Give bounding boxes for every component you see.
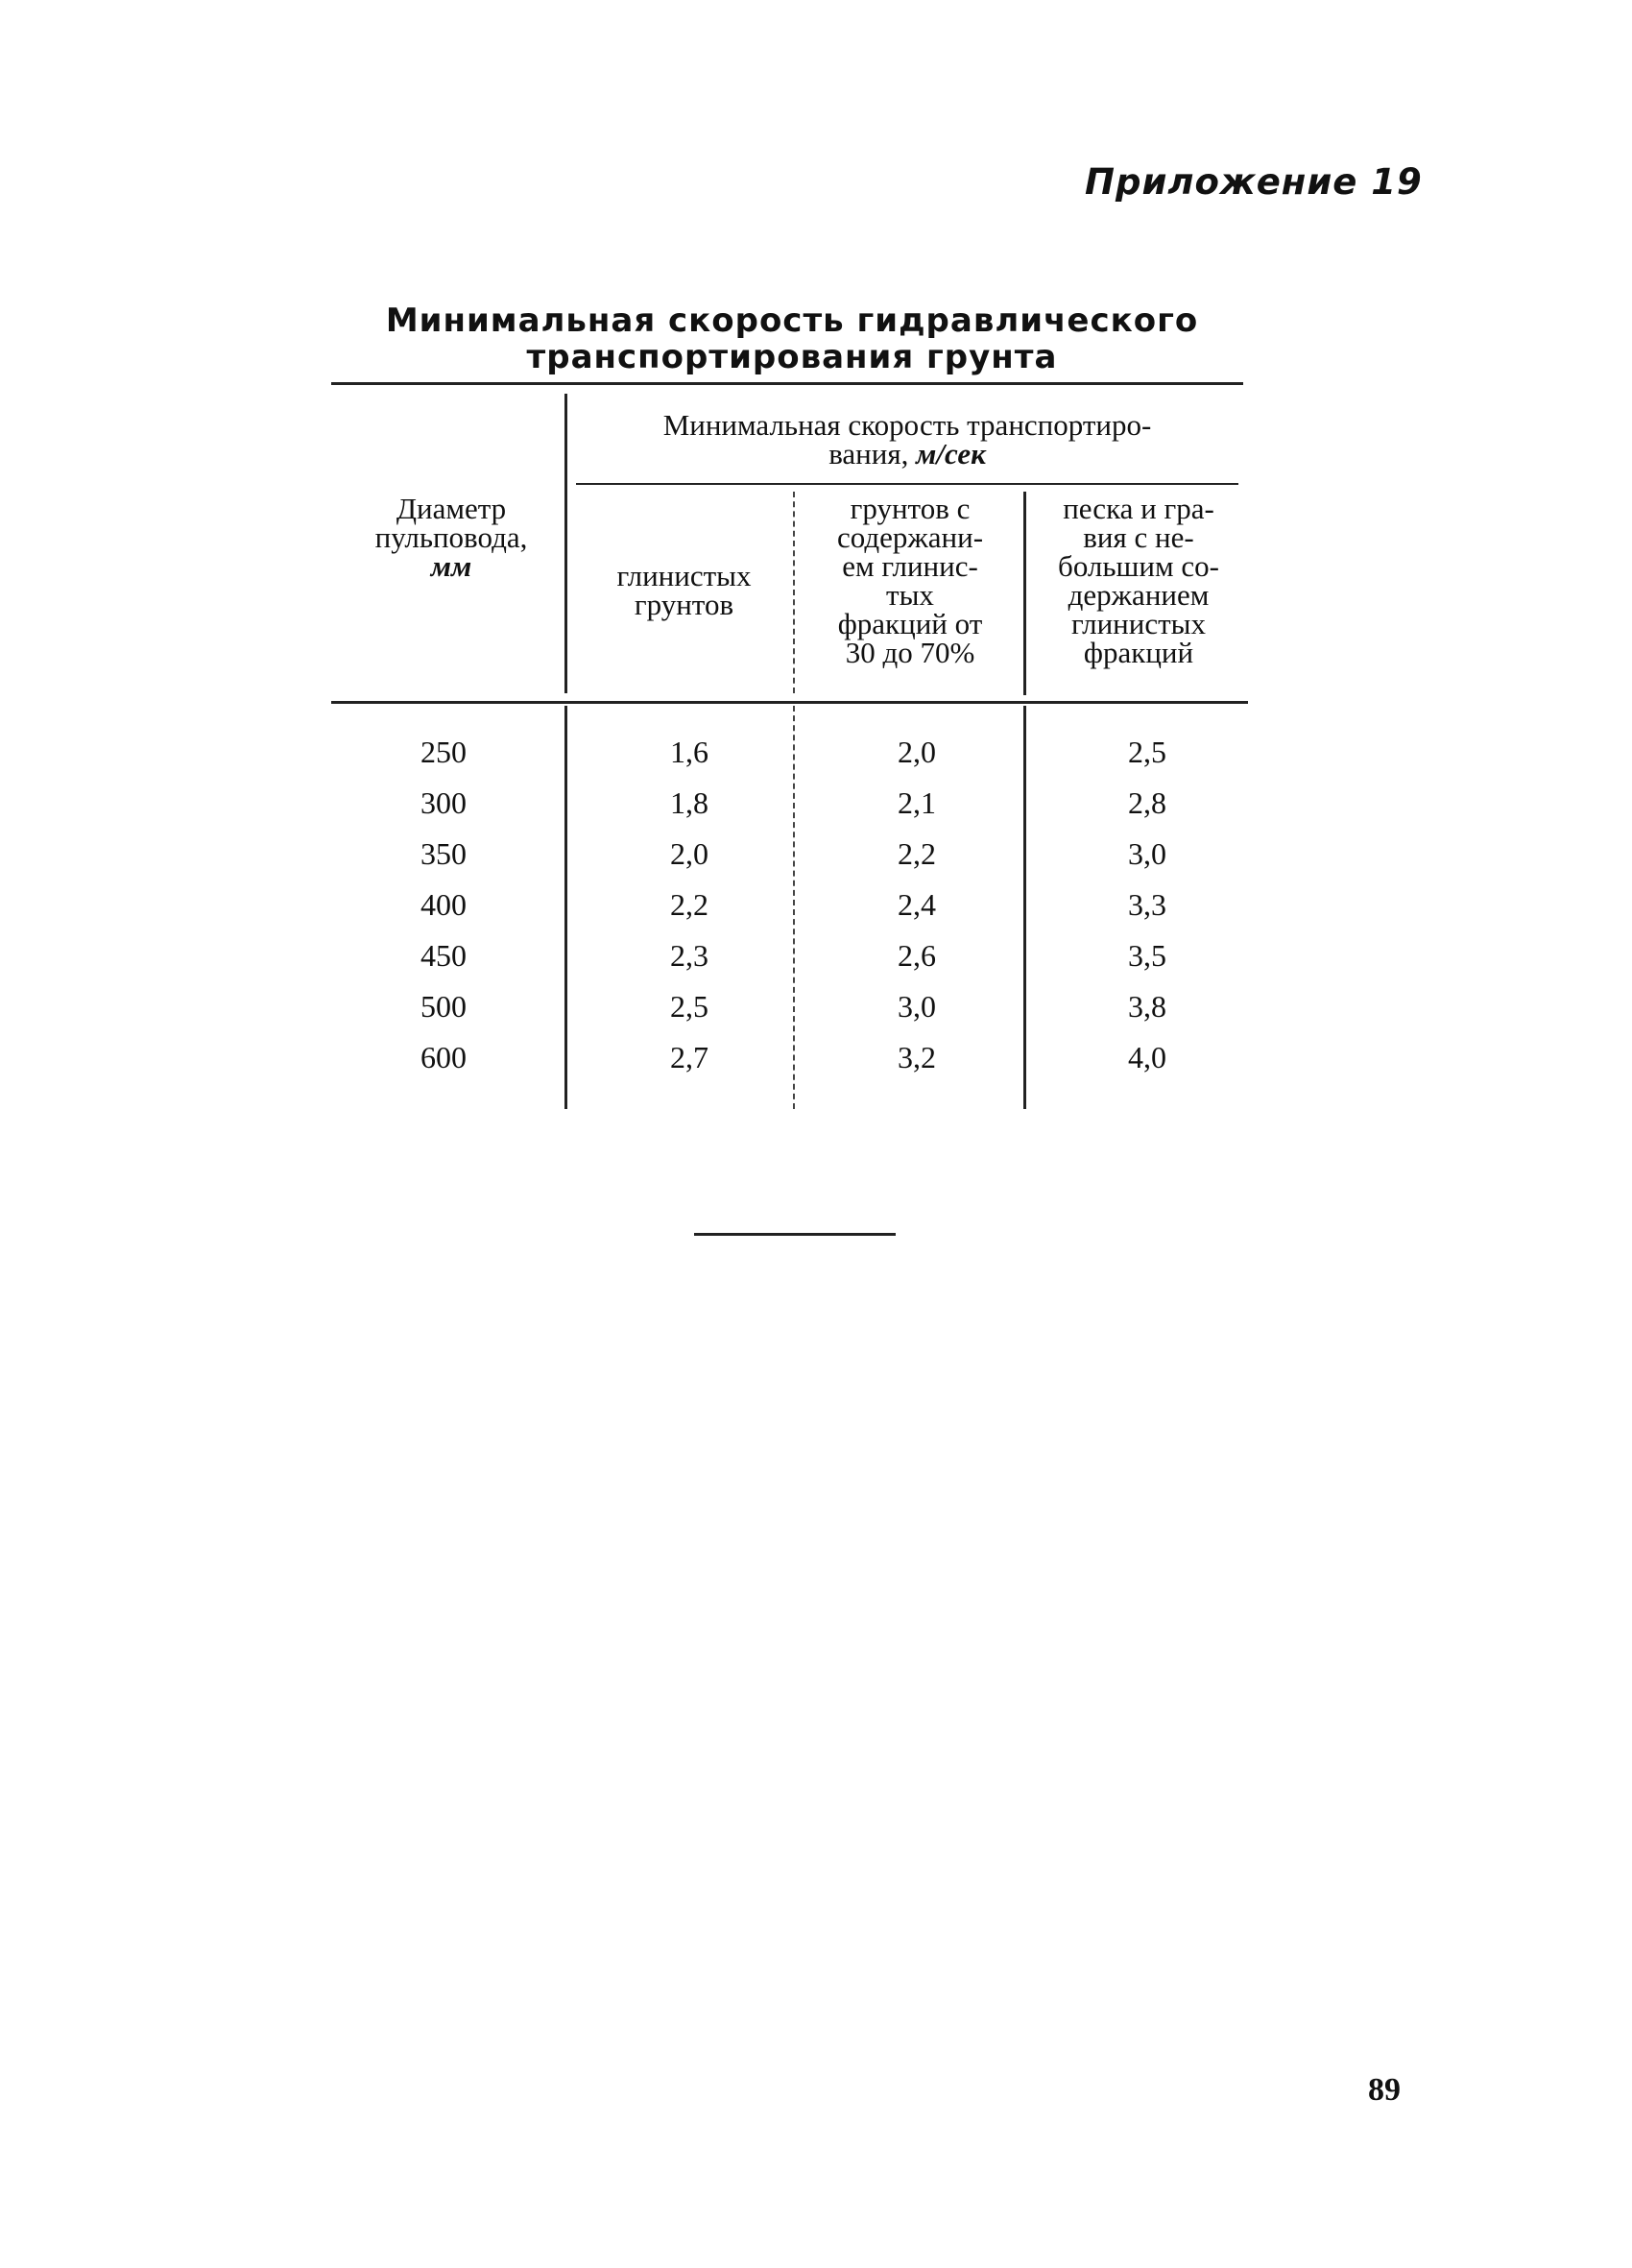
column-divider-3 (1023, 492, 1026, 695)
header-bottom-rule (331, 701, 1248, 704)
sand-gravel-cell: 3,3 (1128, 887, 1166, 922)
clay-soils-header-line1: глинистых (616, 559, 752, 592)
diameter-cell: 600 (420, 1040, 467, 1074)
diameter-cell: 350 (420, 836, 467, 871)
clay-cell: 1,6 (670, 735, 708, 769)
sand-gravel-header-line3: большим со- (1058, 549, 1219, 583)
mixed-cell: 2,0 (898, 735, 936, 769)
end-rule (694, 1233, 896, 1236)
mixed-cell: 3,2 (898, 1040, 936, 1074)
sand-gravel-cell: 2,5 (1128, 735, 1166, 769)
appendix-label: Приложение 19 (1085, 161, 1423, 203)
column-divider-1-body (564, 706, 567, 1109)
group-header-rule (576, 483, 1238, 485)
sand-gravel-header-line2: вия с не- (1083, 520, 1194, 554)
column-divider-2-body (793, 706, 797, 1109)
speed-group-header-unit: м/сек (916, 437, 986, 470)
sand-gravel-header-line1: песка и гра- (1063, 492, 1214, 525)
diameter-header-line1: Диаметр (396, 492, 507, 525)
speed-group-header-line2-text: вания, (828, 437, 909, 470)
sand-gravel-cell: 3,5 (1128, 938, 1166, 973)
speed-group-header-line2 (576, 437, 1238, 470)
mixed-cell: 2,1 (898, 785, 936, 820)
sand-gravel-cell: 2,8 (1128, 785, 1166, 820)
column-divider-2 (793, 492, 797, 693)
sand-gravel-cell: 3,8 (1128, 989, 1166, 1024)
mixed-soils-header-line3: ем глинис- (842, 549, 978, 583)
mixed-soils-header-line2: содержани- (836, 520, 984, 554)
column-divider-3-body (1023, 706, 1026, 1109)
clay-cell: 2,5 (670, 989, 708, 1024)
table-top-rule (331, 382, 1243, 385)
diameter-cell: 250 (420, 735, 467, 769)
page-number: 89 (1368, 2072, 1401, 2108)
clay-cell: 2,7 (670, 1040, 708, 1074)
clay-soils-header-line2: грунтов (634, 588, 734, 621)
sand-gravel-cell: 4,0 (1128, 1040, 1166, 1074)
diameter-header-unit: мм (430, 549, 472, 583)
mixed-soils-header-line6: 30 до 70% (845, 636, 975, 669)
mixed-cell: 2,4 (898, 887, 936, 922)
diameter-cell: 300 (420, 785, 467, 820)
diameter-cell: 500 (420, 989, 467, 1024)
clay-cell: 2,3 (670, 938, 708, 973)
diameter-header (336, 492, 566, 583)
speed-group-header (576, 408, 1238, 470)
sand-gravel-header-line4: держанием (1068, 578, 1210, 612)
mixed-cell: 3,0 (898, 989, 936, 1024)
mixed-soils-header-line1: грунтов с (850, 492, 971, 525)
mixed-cell: 2,2 (898, 836, 936, 871)
mixed-soils-header-line5: фракций от (837, 607, 983, 640)
mixed-soils-header (799, 492, 1021, 669)
clay-cell: 2,2 (670, 887, 708, 922)
clay-soils-header (576, 559, 792, 621)
speed-group-header-line1: Минимальная скорость транспортиро- (662, 408, 1152, 442)
diameter-cell: 400 (420, 887, 467, 922)
mixed-soils-header-line4: тых (886, 578, 934, 612)
clay-cell: 1,8 (670, 785, 708, 820)
mixed-cell: 2,6 (898, 938, 936, 973)
sand-gravel-header-line5: глинистых (1070, 607, 1206, 640)
diameter-cell: 450 (420, 938, 467, 973)
table-title: Минимальная скорость гидравлического транспортирования грунта (385, 302, 1199, 376)
sand-gravel-cell: 3,0 (1128, 836, 1166, 871)
clay-cell: 2,0 (670, 836, 708, 871)
sand-gravel-header (1029, 492, 1248, 669)
sand-gravel-header-line6: фракций (1083, 636, 1194, 669)
diameter-header-line2: пульповода, (374, 520, 528, 554)
